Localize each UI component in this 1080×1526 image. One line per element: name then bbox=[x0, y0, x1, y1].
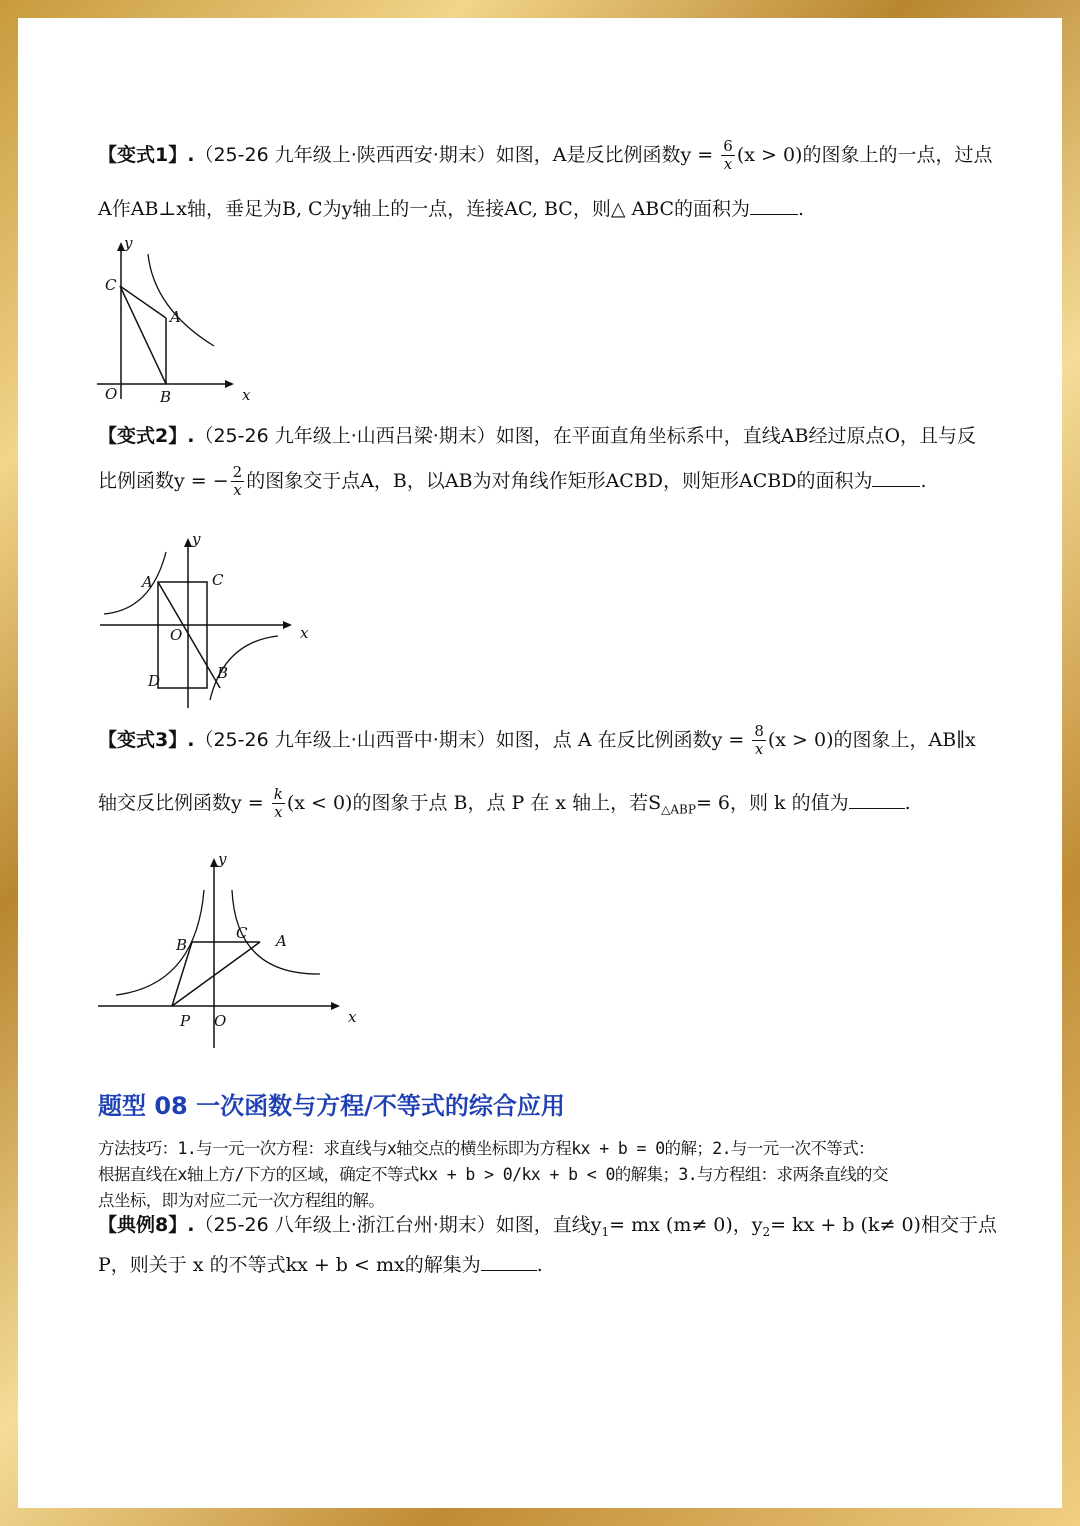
v3-text3c: = 6，则 k 的值为 bbox=[695, 791, 849, 814]
v1-label-a: A bbox=[170, 308, 181, 326]
v1-frac-num: 6 bbox=[723, 137, 733, 155]
v1-label-c: C bbox=[105, 276, 117, 294]
answer-blank[interactable] bbox=[872, 467, 920, 487]
v3-label-a: A bbox=[276, 932, 287, 950]
v2-line1 bbox=[98, 421, 976, 448]
v3-label-x: x bbox=[348, 1008, 357, 1026]
v3-frac2-den: x bbox=[274, 803, 283, 822]
v1-text1: 如图，A是反比例函数y = bbox=[495, 143, 714, 166]
v3-frac2-num: k bbox=[273, 785, 283, 803]
v2-label-b: B bbox=[217, 664, 229, 682]
v2-label-d: D bbox=[148, 672, 161, 690]
v3-frac-den: x bbox=[754, 740, 764, 759]
v1-frac-den: x bbox=[723, 155, 733, 174]
v3-fraction bbox=[752, 723, 766, 759]
ex8-sub1: 1 bbox=[601, 1224, 610, 1239]
v2-source: （25-26 九年级上·山西吕梁·期末） bbox=[194, 425, 496, 447]
v3-label-p: P bbox=[180, 1012, 191, 1030]
answer-blank[interactable] bbox=[849, 789, 905, 809]
v3-sub: △ABP bbox=[661, 802, 696, 817]
v3-label-o: O bbox=[214, 1012, 227, 1030]
v3-y-arrow bbox=[210, 858, 218, 867]
ex8-source: （25-26 八年级上·浙江台州·期末） bbox=[194, 1214, 496, 1236]
v2-text2a: 比例函数y = − bbox=[98, 469, 229, 492]
v3-label-y: y bbox=[218, 850, 227, 868]
answer-blank[interactable] bbox=[481, 1251, 537, 1271]
method-line-1: 方法技巧：1.与一元一次方程：求直线与x轴交点的横坐标即为方程kx + b = 0的解；2.与一元一次不等式： bbox=[98, 1139, 875, 1158]
v1-text2: (x > 0)的图象上的一点，过点 bbox=[736, 143, 993, 166]
v2-label-y: y bbox=[192, 530, 201, 548]
v3-line2 bbox=[98, 786, 911, 822]
ex8-sub2: 2 bbox=[762, 1224, 771, 1239]
v1-question: A作AB⊥x轴，垂足为B, C为y轴上的一点，连接AC, BC，则△ ABC的面积为 bbox=[98, 198, 751, 220]
v3-frac-num: 8 bbox=[754, 722, 764, 740]
v2-text1: 如图，在平面直角坐标系中，直线AB经过原点O，且与反 bbox=[495, 425, 977, 447]
v2-x-arrow bbox=[283, 621, 292, 629]
v1-line1 bbox=[98, 138, 992, 174]
v1-tag: 【变式1】. bbox=[98, 143, 195, 166]
v1-label-y: y bbox=[124, 234, 133, 252]
ex8-question: P，则关于 x 的不等式kx + b < mx的解集为 bbox=[98, 1254, 481, 1276]
method-tips bbox=[98, 1136, 998, 1214]
ex8-line2 bbox=[98, 1250, 543, 1277]
v3-end: . bbox=[904, 791, 911, 814]
v3-text2: (x > 0)的图象上，AB∥x bbox=[767, 728, 976, 751]
v3-source: （25-26 九年级上·山西晋中·期末） bbox=[194, 728, 496, 751]
v2-tag: 【变式2】. bbox=[98, 425, 195, 447]
v2-label-c: C bbox=[212, 571, 224, 589]
v3-text3b: (x < 0)的图象于点 B，点 P 在 x 轴上，若S bbox=[286, 791, 662, 814]
v1-figure bbox=[94, 234, 251, 406]
v3-x-arrow bbox=[331, 1002, 340, 1010]
v1-fraction bbox=[721, 138, 735, 174]
v2-frac-den: x bbox=[233, 481, 242, 500]
v1-label-x: x bbox=[242, 386, 251, 404]
v2-line-ab bbox=[158, 582, 220, 688]
v3-tag: 【变式3】. bbox=[98, 728, 195, 751]
section-title: 题型 08 一次函数与方程/不等式的综合应用 bbox=[98, 1092, 565, 1120]
v2-label-x: x bbox=[300, 624, 309, 642]
v3-text1: 如图，点 A 在反比例函数y = bbox=[495, 728, 745, 751]
v3-line1 bbox=[98, 723, 976, 759]
v1-label-b: B bbox=[160, 388, 172, 406]
v3-label-c: C bbox=[236, 924, 248, 942]
v1-end: . bbox=[798, 198, 805, 220]
ex8-tag: 【典例8】. bbox=[98, 1214, 195, 1236]
v3-label-b: B bbox=[176, 936, 188, 954]
v2-label-a: A bbox=[142, 573, 153, 591]
ex8-line1 bbox=[98, 1210, 997, 1239]
ex8-text1: 如图，直线y bbox=[495, 1214, 602, 1236]
v1-line2 bbox=[98, 194, 804, 221]
ex8-end: . bbox=[536, 1254, 543, 1276]
v1-hyperbola bbox=[148, 254, 214, 346]
method-line-3: 点坐标，即为对应二元一次方程组的解。 bbox=[98, 1191, 385, 1210]
worksheet-page bbox=[18, 18, 1062, 1508]
v1-source: （25-26 九年级上·陕西西安·期末） bbox=[194, 143, 496, 166]
ex8-text3: = kx + b (k≠ 0)相交于点 bbox=[770, 1214, 997, 1236]
v2-frac-num: 2 bbox=[232, 463, 243, 481]
v3-text3a: 轴交反比例函数y = bbox=[98, 791, 264, 814]
v2-y-arrow bbox=[184, 538, 192, 547]
v2-figure bbox=[96, 530, 309, 710]
v2-end: . bbox=[920, 469, 927, 492]
v3-hyperbola-left bbox=[116, 890, 204, 995]
v2-rectangle bbox=[158, 582, 207, 688]
v1-label-o: O bbox=[105, 385, 118, 403]
v2-text2b: 的图象交于点A，B，以AB为对角线作矩形ACBD，则矩形ACBD的面积为 bbox=[246, 469, 873, 492]
method-line-2: 根据直线在x轴上方/下方的区域，确定不等式kx + b > 0/kx + b < 0的解集；3.与方程组：求两条直线的交 bbox=[98, 1165, 888, 1184]
v1-x-arrow bbox=[225, 380, 234, 388]
ex8-text2: = mx (m≠ 0)，y bbox=[609, 1214, 763, 1236]
v2-label-o: O bbox=[170, 626, 183, 644]
v3-figure bbox=[96, 850, 356, 1050]
v2-hyperbola-left bbox=[104, 552, 166, 614]
v2-line2 bbox=[98, 464, 927, 500]
v2-fraction bbox=[231, 464, 245, 500]
v3-fraction-k bbox=[272, 786, 285, 822]
v1-segment-cb bbox=[120, 286, 166, 384]
answer-blank[interactable] bbox=[750, 195, 798, 215]
